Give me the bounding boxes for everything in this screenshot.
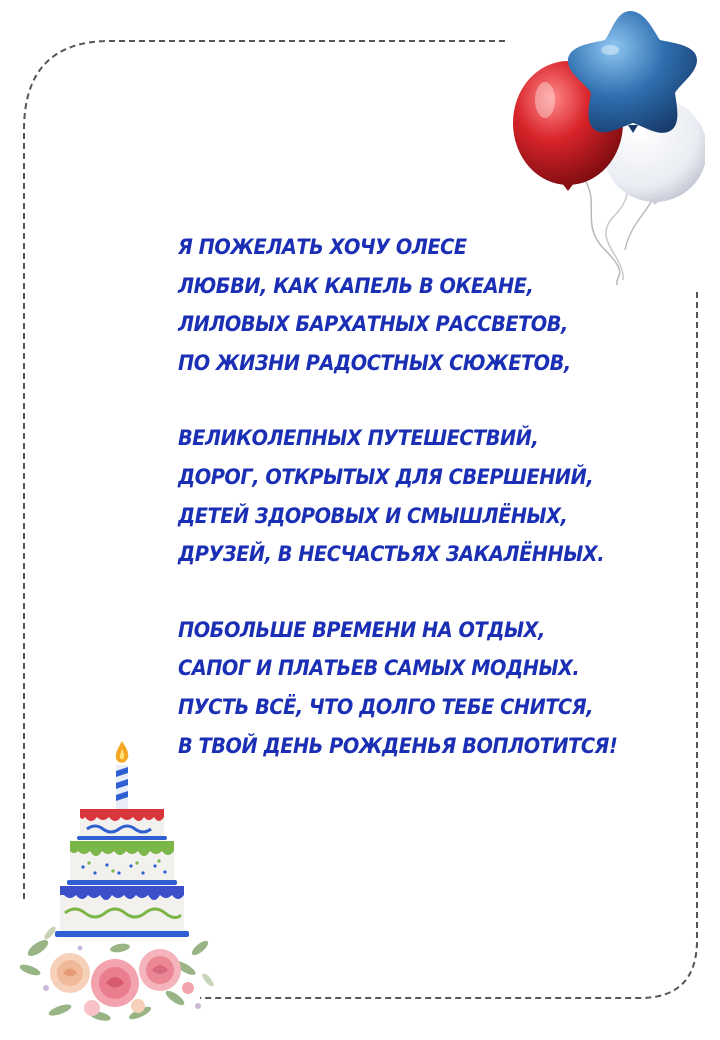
poem-line: ПО ЖИЗНИ РАДОСТНЫХ СЮЖЕТОВ,	[178, 350, 571, 375]
poem-line: ПУСТЬ ВСЁ, ЧТО ДОЛГО ТЕБЕ СНИТСЯ,	[178, 694, 594, 719]
poem-line: САПОГ И ПЛАТЬЕВ САМЫХ МОДНЫХ.	[178, 656, 580, 681]
roses-icon	[20, 918, 215, 1028]
birthday-poem	[178, 228, 678, 802]
stanza-3	[178, 611, 678, 765]
poem-line: ЛИЛОВЫХ БАРХАТНЫХ РАССВЕТОВ,	[178, 312, 568, 337]
poem-line: ДРУЗЕЙ, В НЕСЧАСТЬЯХ ЗАКАЛЁННЫХ.	[178, 542, 605, 567]
poem-line: Я ПОЖЕЛАТЬ ХОЧУ ОЛЕСЕ	[178, 235, 467, 259]
poem-line: ДЕТЕЙ ЗДОРОВЫХ И СМЫШЛЁНЫХ,	[178, 503, 568, 528]
poem-line: ЛЮБВИ, КАК КАПЕЛЬ В ОКЕАНЕ,	[178, 273, 534, 298]
stanza-1	[178, 228, 678, 382]
poem-line: В ТВОЙ ДЕНЬ РОЖДЕНЬЯ ВОПЛОТИТСЯ!	[178, 733, 618, 758]
poem-line: ДОРОГ, ОТКРЫТЫХ ДЛЯ СВЕРШЕНИЙ,	[178, 464, 594, 489]
stanza-2	[178, 419, 678, 573]
poem-line: ПОБОЛЬШЕ ВРЕМЕНИ НА ОТДЫХ,	[178, 617, 545, 642]
poem-line: ВЕЛИКОЛЕПНЫХ ПУТЕШЕСТВИЙ,	[178, 426, 539, 451]
